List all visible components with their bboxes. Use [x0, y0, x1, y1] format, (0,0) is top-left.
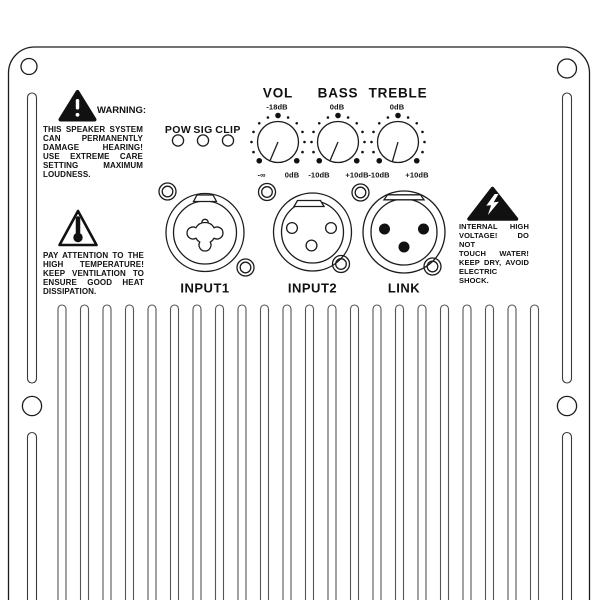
- treble-max-scale: +10dB: [405, 170, 429, 179]
- heatsink-fins: [58, 305, 539, 600]
- connector-screw: [159, 183, 176, 200]
- bass-knob-label: BASS: [317, 85, 359, 100]
- hearing-warning-icon: [61, 92, 95, 120]
- bass-top-scale: 0dB: [329, 102, 345, 111]
- connector-screw: [237, 259, 254, 276]
- led-indicators: [172, 135, 233, 146]
- hearing-warning-line: THIS SPEAKER SYSTEM: [43, 125, 143, 134]
- bass-knob: [310, 113, 366, 164]
- pow-led-label: POW: [164, 123, 192, 136]
- mount-hole-top-left: [21, 59, 37, 75]
- input2-label: INPUT2: [287, 280, 338, 295]
- vol-knob-label: VOL: [262, 85, 294, 100]
- hearing-warning-line: SETTING MAXIMUM: [43, 161, 143, 170]
- temperature-warning-line: KEEP VENTILATION TO: [43, 269, 144, 278]
- mount-hole-right-mid: [557, 396, 576, 415]
- link-connector: [352, 184, 445, 275]
- right-edge-slots: [557, 93, 576, 600]
- voltage-warning-line: VOLTAGE! DO NOT: [459, 231, 529, 249]
- bass-max-scale: +10dB: [345, 170, 369, 179]
- sig-led: [197, 135, 208, 146]
- mount-hole-top-right: [558, 59, 577, 78]
- left-edge-slots: [22, 93, 41, 600]
- voltage-warning-line: INTERNAL HIGH: [459, 222, 529, 231]
- mount-hole-left-mid: [22, 396, 41, 415]
- voltage-warning-line: TOUCH WATER!: [459, 249, 529, 258]
- connector-screw: [352, 184, 369, 201]
- voltage-warning-text: [459, 222, 529, 285]
- treble-knob-label: TREBLE: [368, 85, 428, 100]
- input1-connector: [159, 183, 254, 276]
- treble-knob: [370, 113, 426, 164]
- hearing-warning-line: USE EXTREME CARE: [43, 152, 143, 161]
- sig-led-label: SIG: [193, 123, 213, 136]
- connector-screw: [259, 184, 276, 201]
- temperature-warning-line: HIGH TEMPERATURE!: [43, 260, 144, 269]
- treble-min-scale: -10dB: [368, 170, 390, 179]
- voltage-warning-line: KEEP DRY, AVOID: [459, 258, 529, 267]
- hearing-warning-text: [43, 125, 143, 179]
- temperature-warning-text: [43, 251, 144, 296]
- temperature-warning-line: DISSIPATION.: [43, 287, 97, 296]
- input1-label: INPUT1: [180, 280, 230, 295]
- vol-top-scale: -18dB: [266, 102, 288, 111]
- vol-max-scale: 0dB: [284, 170, 300, 179]
- clip-led-label: CLIP: [215, 123, 241, 136]
- vol-min-scale: -∞: [257, 170, 266, 179]
- temperature-warning-icon: [60, 211, 97, 245]
- hearing-warning-title: WARNING:: [97, 105, 147, 116]
- pow-led: [172, 135, 183, 146]
- hearing-warning-line: CAN PERMANENTLY: [43, 134, 143, 143]
- treble-top-scale: 0dB: [389, 102, 405, 111]
- input2-connector: [259, 184, 352, 273]
- hearing-warning-line: DAMAGE HEARING!: [43, 143, 143, 152]
- bass-min-scale: -10dB: [308, 170, 330, 179]
- voltage-warning-line: ELECTRIC SHOCK.: [459, 267, 498, 285]
- hearing-warning-line: LOUDNESS.: [43, 170, 91, 179]
- temperature-warning-line: PAY ATTENTION TO THE: [43, 251, 144, 260]
- vol-knob: [250, 113, 306, 164]
- temperature-warning-line: ENSURE GOOD HEAT: [43, 278, 144, 287]
- voltage-warning-icon: [469, 189, 517, 220]
- link-label: LINK: [387, 280, 421, 295]
- clip-led: [222, 135, 233, 146]
